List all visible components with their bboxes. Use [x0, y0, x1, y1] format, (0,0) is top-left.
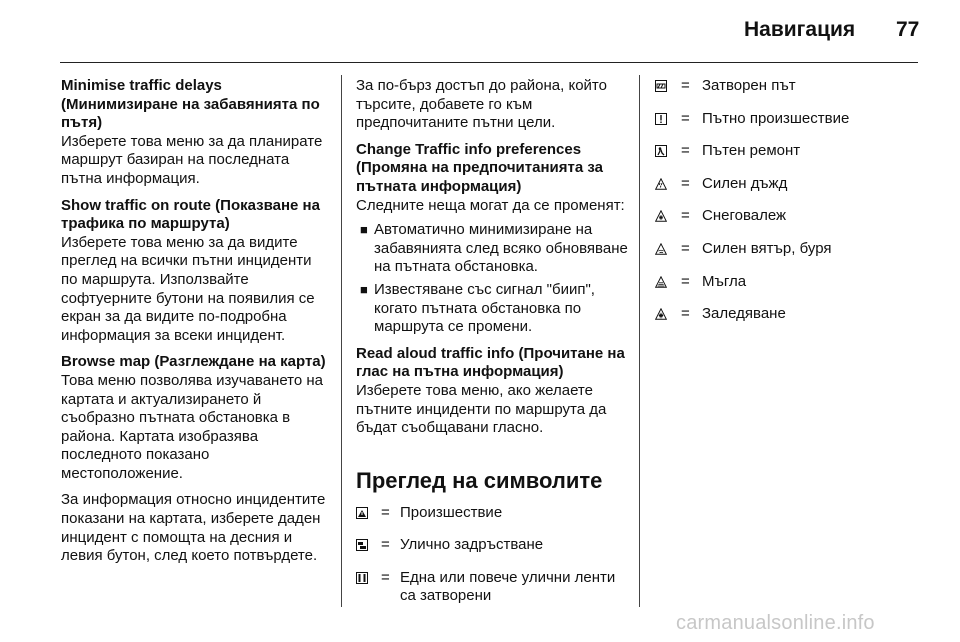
- equals-sign: =: [681, 109, 690, 127]
- equals-sign: =: [681, 305, 690, 323]
- fog-icon: [655, 276, 667, 288]
- symbol-row: [356, 536, 628, 555]
- symbol-row: [655, 142, 925, 161]
- column-1: [61, 77, 327, 574]
- symbol-label: Пътен ремонт: [702, 142, 801, 160]
- section-body: Това меню позволява изучаването на картата и актуализирането й съобразно пътната обстановка в района. Картата изобразява последното показано местоположение.: [61, 371, 324, 482]
- symbol-row: [655, 240, 925, 259]
- section-body: Изберете това меню за да видите преглед на всички пътни инциденти по маршрута. Използвайте софтуерните бутони на появилия се екран за да видите по-подробна информация за всеки инцидент.: [61, 233, 315, 344]
- symbol-label: Затворен път: [702, 77, 796, 94]
- equals-sign: =: [381, 536, 390, 554]
- lanes-closed-icon: [356, 572, 368, 584]
- equals-sign: =: [681, 272, 690, 290]
- symbol-label: Една или повече улични ленти са затворени: [400, 568, 616, 605]
- equals-sign: =: [681, 207, 690, 225]
- equals-sign: =: [381, 568, 390, 586]
- equals-sign: =: [681, 142, 690, 160]
- symbol-label: Мъгла: [702, 272, 747, 290]
- header-rule: [60, 62, 918, 63]
- list-item-text: Известяване със сигнал "биип", когато пътната обстановка по маршрута се промени.: [374, 280, 595, 336]
- symbol-row: [655, 305, 925, 324]
- symbol-row: [655, 273, 925, 292]
- equals-sign: =: [681, 77, 690, 94]
- symbol-row: [655, 77, 925, 96]
- bullet-icon: ■: [360, 222, 368, 238]
- symbol-label: Силен вятър, буря: [702, 239, 832, 257]
- list-item: [356, 281, 628, 337]
- symbol-label: Пътно произшествие: [702, 109, 850, 127]
- list-item: [356, 221, 628, 277]
- symbol-label: Снеговалеж: [702, 207, 787, 225]
- column-divider-right: [639, 75, 640, 607]
- snowfall-icon: [655, 210, 667, 222]
- equals-sign: =: [681, 174, 690, 192]
- strong-wind-icon: [655, 243, 667, 255]
- incident-icon: [356, 507, 368, 519]
- column-2: [356, 77, 628, 620]
- equals-sign: =: [381, 503, 390, 521]
- read-aloud-heading: Read aloud traffic info (Прочитане на глас на пътна информация): [356, 344, 625, 381]
- change-preferences-body: Следните неща могат да се променят:: [356, 196, 625, 214]
- symbol-label: Заледяване: [702, 305, 786, 323]
- roadworks-icon: [655, 145, 667, 157]
- section-incident-info: [61, 491, 327, 565]
- page-title: Навигация: [744, 18, 856, 41]
- change-preferences-heading: Change Traffic info preferences (Промяна на предпочитанията за пътната информация): [356, 140, 603, 195]
- symbol-row: [655, 175, 925, 194]
- symbols-heading: Преглед на символите: [356, 467, 603, 493]
- page-number: 77: [896, 18, 920, 41]
- ice-icon: [655, 308, 667, 320]
- symbol-label: Произшествие: [400, 503, 503, 521]
- heavy-rain-icon: [655, 178, 667, 190]
- traffic-jam-icon: [356, 539, 368, 551]
- section-minimise-delays: [61, 77, 327, 189]
- watermark: carmanualsonline.info: [676, 612, 875, 634]
- symbol-label: Улично задръстване: [400, 536, 544, 554]
- section-heading: Show traffic on route (Показване на трафика по маршрута): [61, 196, 320, 233]
- preferences-list: [356, 221, 628, 337]
- symbol-row: [655, 207, 925, 226]
- symbol-label: Силен дъжд: [702, 174, 788, 192]
- column-3: [655, 77, 925, 338]
- read-aloud-body: Изберете това меню, ако желаете пътните инциденти по маршрута да бъдат съобщавани гласно.: [356, 381, 607, 437]
- road-closed-icon: [655, 80, 667, 92]
- section-show-traffic: [61, 197, 327, 346]
- road-incident-icon: [655, 113, 667, 125]
- symbol-row: [356, 504, 628, 523]
- bullet-icon: ■: [360, 281, 368, 297]
- section-browse-map: [61, 353, 327, 483]
- section-heading: Minimise traffic delays (Минимизиране на забавянията по пътя): [61, 77, 320, 132]
- equals-sign: =: [681, 239, 690, 257]
- column-divider-left: [341, 75, 342, 607]
- section-body: Изберете това меню за да планирате маршрут базиран на последната пътна информация.: [61, 132, 323, 187]
- list-item-text: Автоматично минимизиране на забавянията след всяко обновяване на пътната обстановка.: [374, 221, 628, 276]
- symbol-row: [655, 110, 925, 129]
- section-body: За информация относно инцидентите показани на картата, изберете даден инцидент с помощта на десния и левия бутон, след което потвърдете.: [61, 491, 326, 565]
- section-heading: Browse map (Разглеждане на карта): [61, 353, 326, 371]
- intro-paragraph: За по-бърз достъп до района, който търсите, добавете го към предпочитаните пътни цели.: [356, 77, 607, 132]
- symbol-row: [356, 569, 628, 606]
